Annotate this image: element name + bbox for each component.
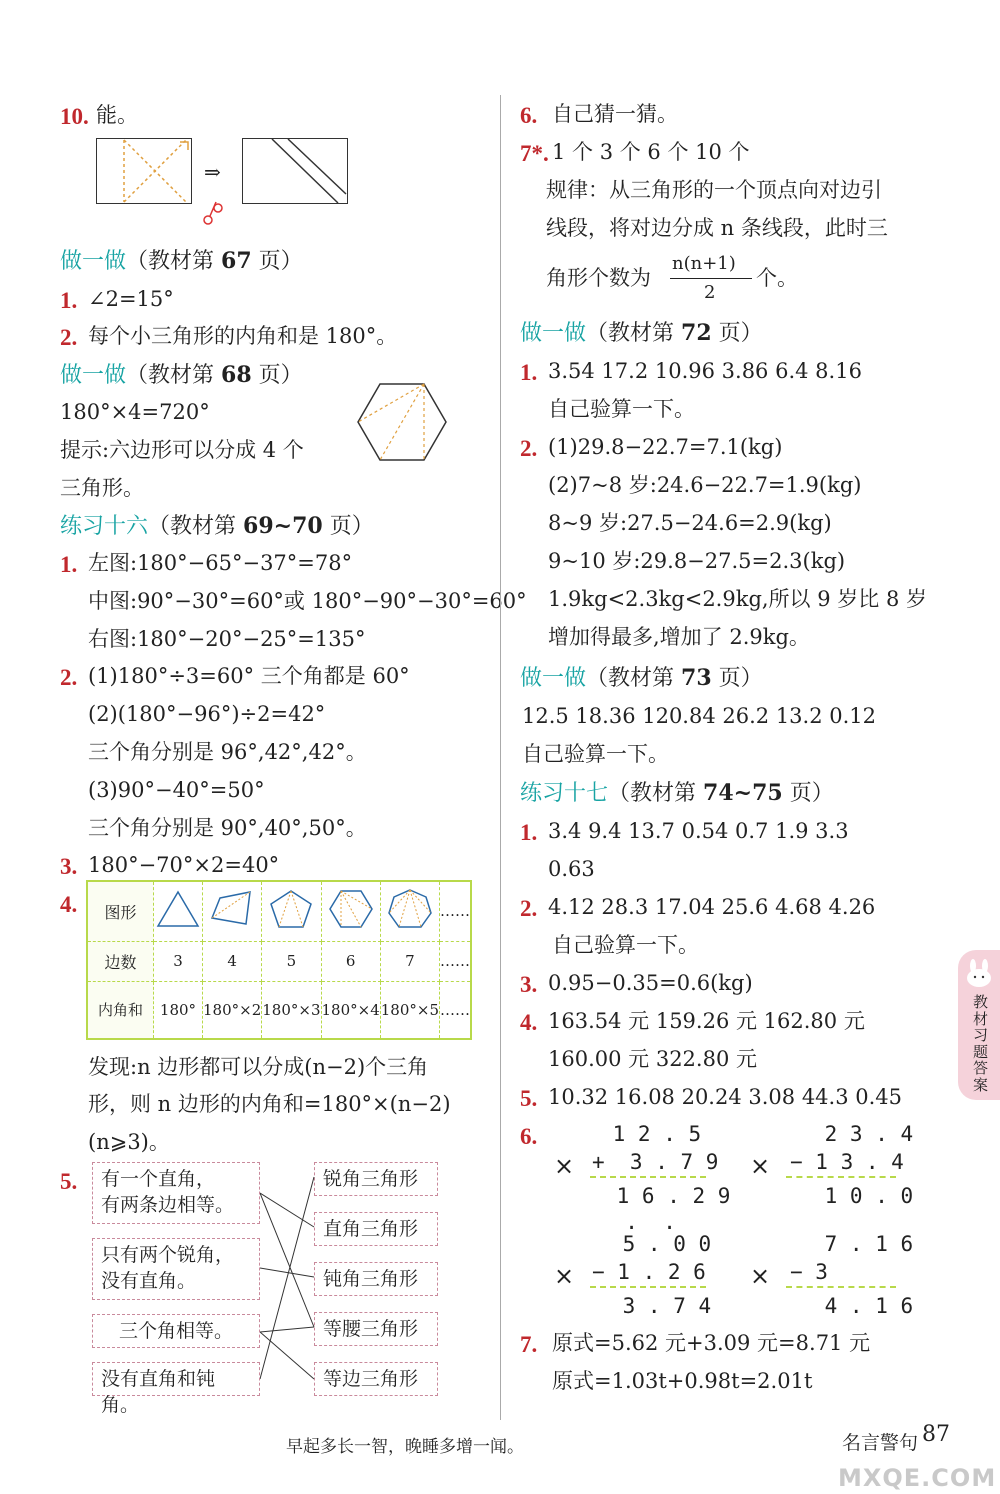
wrong-mark-icon: × — [750, 1262, 771, 1290]
calc-rule — [786, 1286, 896, 1288]
section-title: 做一做 — [520, 666, 587, 691]
matching-lines — [260, 1160, 316, 1400]
section-open: （教材第 — [586, 321, 675, 346]
answer-text: 中图:90°−30°=60°或 180°−90°−30°=60° — [88, 589, 527, 613]
condition-line: 只有两个锐角， — [101, 1244, 235, 1266]
table-cell: 180°×2 — [203, 981, 262, 1039]
table-row — [87, 941, 471, 981]
answer-text: 160.00 元 322.80 元 — [548, 1047, 757, 1071]
section-heading-72 — [520, 322, 763, 345]
section-close: 页） — [718, 321, 763, 346]
table-cell: 180°×3 — [262, 981, 321, 1039]
section-title: 做一做 — [520, 321, 587, 346]
item-number: 5. — [60, 1169, 78, 1194]
condition-line: 没有直角和钝角。 — [101, 1368, 216, 1416]
answer-text: 10.32 16.08 20.24 3.08 44.3 0.45 — [548, 1085, 903, 1109]
answer-text: 角形个数为 — [546, 266, 651, 290]
answer-text: ∠2=15° — [88, 287, 174, 311]
item-number: 2. — [60, 325, 78, 350]
table-cell: 180° — [154, 981, 203, 1039]
calc-line: 1 6 . 2 9 — [604, 1184, 731, 1208]
answer-text: 右图:180°−20°−25°=135° — [88, 627, 366, 651]
section-heading-69 — [60, 515, 374, 538]
calc-dots: . . — [600, 1210, 676, 1234]
answer-text: (3)90°−40°=50° — [88, 778, 265, 802]
calc-line: 4 . 1 6 — [812, 1294, 914, 1318]
condition-line: 三个角相等。 — [118, 1320, 233, 1342]
answer-text: 原式=5.62 元+3.09 元=8.71 元 — [552, 1331, 871, 1355]
section-heading-67 — [60, 250, 303, 273]
table-cell: 7 — [380, 941, 439, 981]
answer-text: 提示:六边形可以分成 4 个 — [60, 438, 304, 462]
condition-line: 有两条边相等。 — [101, 1193, 235, 1216]
footer-proverb: 早起多长一智，晚睡多增一闻。 — [286, 1437, 524, 1457]
section-title: 做一做 — [60, 363, 127, 388]
section-open: （教材第 — [586, 666, 675, 691]
item-number: 1. — [60, 552, 78, 577]
section-close: 页） — [258, 249, 303, 274]
calc-line: − 1 . 2 6 — [592, 1260, 706, 1284]
wrong-mark-icon: × — [750, 1152, 771, 1180]
calc-line: − 3 — [790, 1260, 828, 1284]
item-number: 7*. — [520, 141, 549, 166]
table-cell: …… — [440, 941, 472, 981]
answer-text: 12.5 18.36 120.84 26.2 13.2 0.12 — [522, 704, 877, 728]
answer-text: 形，则 n 边形的内角和=180°×(n−2) — [88, 1092, 451, 1116]
section-open: （教材第 — [608, 781, 697, 806]
table-cell: 3 — [154, 941, 203, 981]
item-number: 2. — [520, 896, 538, 921]
answer-text: 自己验算一下。 — [522, 742, 669, 766]
side-tab-label: 教材习题答案 — [973, 993, 989, 1094]
item-number: 2. — [60, 665, 78, 690]
table-cell: 5 — [262, 941, 321, 981]
answer-text: 1.9kg<2.3kg<2.9kg,所以 9 岁比 8 岁 — [548, 587, 927, 611]
condition-box — [92, 1362, 260, 1416]
footer-label: 名言警句 — [842, 1432, 919, 1454]
section-title: 做一做 — [60, 249, 127, 274]
calc-line: + 3 . 7 9 — [592, 1150, 719, 1174]
triangle-icon — [154, 888, 202, 930]
calc-rule — [590, 1176, 706, 1178]
answer-text: (n⩾3)。 — [88, 1130, 170, 1154]
calc-line: 1 2 . 5 — [600, 1122, 702, 1146]
column-divider — [500, 95, 501, 1420]
section-heading-74 — [520, 782, 834, 805]
wrong-mark-icon: × — [554, 1152, 575, 1180]
answer-text: (2)7~8 岁:24.6−22.7=1.9(kg) — [548, 473, 862, 497]
item-number: 6. — [520, 103, 538, 128]
section-close: 页） — [789, 781, 834, 806]
table-row — [87, 881, 471, 941]
section-close: 页） — [718, 666, 763, 691]
calc-rule — [590, 1286, 706, 1288]
calc-line: 5 . 0 0 — [610, 1232, 712, 1256]
answer-text: 0.95−0.35=0.6(kg) — [548, 971, 753, 995]
section-title: 练习十六 — [60, 514, 149, 539]
fold-lines-icon — [96, 138, 192, 204]
scissors-icon — [200, 198, 226, 228]
item-number: 1. — [520, 820, 538, 845]
item-number: 6. — [520, 1124, 538, 1149]
section-close: 页） — [329, 514, 374, 539]
answer-text: 4.12 28.3 17.04 25.6 4.68 4.26 — [548, 895, 876, 919]
answer-text: 163.54 元 159.26 元 162.80 元 — [548, 1009, 865, 1033]
answer-text: 8~9 岁:27.5−24.6=2.9(kg) — [548, 511, 832, 535]
answer-text: 规律：从三角形的一个顶点向对边引 — [546, 178, 882, 202]
item-number: 1. — [60, 288, 78, 313]
fraction-bar — [670, 278, 752, 279]
section-title: 练习十七 — [520, 781, 609, 806]
triangle-cell — [154, 881, 203, 941]
section-close: 页） — [258, 363, 303, 388]
answer-text: 原式=1.03t+0.98t=2.01t — [552, 1369, 813, 1393]
type-box: 钝角三角形 — [314, 1262, 438, 1296]
answer-text: 增加得最多,增加了 2.9kg。 — [548, 625, 810, 649]
row-head: 图形 — [87, 881, 154, 941]
section-heading-68 — [60, 364, 303, 387]
answer-text: 自己验算一下。 — [552, 933, 699, 957]
answer-text: 发现:n 边形都可以分成(n−2)个三角 — [88, 1055, 429, 1079]
bunny-icon — [964, 958, 994, 988]
table-cell: 180°×5 — [380, 981, 439, 1039]
section-page: 69~70 — [243, 513, 323, 539]
heptagon-icon — [386, 888, 434, 930]
type-box: 等边三角形 — [314, 1362, 438, 1396]
calc-line: 2 3 . 4 — [812, 1122, 914, 1146]
section-page: 73 — [681, 665, 712, 691]
pentagon-icon — [267, 888, 315, 930]
calc-rule — [786, 1176, 896, 1178]
quadrilateral-icon — [208, 888, 256, 930]
answer-text: 三个角分别是 96°,42°,42°。 — [88, 740, 367, 764]
page-number: 87 — [922, 1422, 950, 1447]
hexagon-small-icon — [327, 888, 375, 930]
table-cell: 180°×4 — [321, 981, 380, 1039]
answer-text: (1)29.8−22.7=7.1(kg) — [548, 435, 783, 459]
hexagon-icon — [356, 382, 448, 462]
condition-box — [92, 1162, 260, 1224]
table-row — [87, 981, 471, 1039]
row-head: 边数 — [87, 941, 154, 981]
section-heading-73 — [520, 667, 763, 690]
type-box: 锐角三角形 — [314, 1162, 438, 1196]
section-page: 74~75 — [703, 780, 783, 806]
answer-text: 3.54 17.2 10.96 3.86 6.4 8.16 — [548, 359, 862, 383]
row-head: 内角和 — [87, 981, 154, 1039]
item-number: 7. — [520, 1332, 538, 1357]
q10-answer: 能。 — [96, 103, 138, 127]
section-page: 67 — [221, 248, 252, 274]
more-cell: …… — [440, 881, 472, 941]
type-box: 等腰三角形 — [314, 1312, 438, 1346]
item-number: 3. — [60, 854, 78, 879]
watermark: MXQE.COM — [838, 1464, 997, 1492]
side-tab — [958, 950, 1000, 1100]
fraction-denominator: 2 — [704, 282, 716, 303]
calc-line: 7 . 1 6 — [812, 1232, 914, 1256]
answer-text: 180°−70°×2=40° — [88, 853, 280, 877]
answer-text: 3.4 9.4 13.7 0.54 0.7 1.9 3.3 — [548, 819, 849, 843]
section-open: （教材第 — [148, 514, 237, 539]
answer-text: 自己猜一猜。 — [552, 102, 678, 126]
item-number: 3. — [520, 972, 538, 997]
answer-text: 左图:180°−65°−37°=78° — [88, 551, 353, 575]
table-cell: 4 — [203, 941, 262, 981]
answer-text: (2)(180°−96°)÷2=42° — [88, 702, 326, 726]
pentagon-cell — [262, 881, 321, 941]
answer-text: (1)180°÷3=60° 三个角都是 60° — [88, 664, 410, 688]
q10-number: 10. — [60, 104, 89, 129]
heptagon-cell — [380, 881, 439, 941]
cut-lines-icon — [242, 138, 348, 204]
answer-text: 个。 — [756, 266, 798, 290]
hexagon-cell — [321, 881, 380, 941]
answer-text: 自己验算一下。 — [548, 397, 695, 421]
answer-text: 三个角分别是 90°,40°,50°。 — [88, 816, 367, 840]
item-number: 2. — [520, 436, 538, 461]
calc-line: 3 . 7 4 — [610, 1294, 712, 1318]
item-number: 4. — [520, 1010, 538, 1035]
quadrilateral-cell — [203, 881, 262, 941]
item-number: 5. — [520, 1086, 538, 1111]
answer-text: 1 个 3 个 6 个 10 个 — [552, 140, 750, 164]
table-cell: …… — [440, 981, 472, 1039]
answer-text: 三角形。 — [60, 476, 144, 500]
answer-text: 线段，将对边分成 n 条线段，此时三 — [546, 216, 888, 240]
wrong-mark-icon: × — [554, 1262, 575, 1290]
type-box: 直角三角形 — [314, 1212, 438, 1246]
section-open: （教材第 — [126, 363, 215, 388]
table-cell: 6 — [321, 941, 380, 981]
fraction-numerator: n(n+1) — [672, 253, 736, 274]
answer-text: 9~10 岁:29.8−27.5=2.3(kg) — [548, 549, 846, 573]
section-page: 68 — [221, 362, 252, 388]
arrow-icon: ⇒ — [204, 160, 221, 184]
condition-box — [92, 1314, 260, 1348]
condition-line: 有一个直角， — [101, 1168, 216, 1190]
polygon-table — [86, 880, 472, 1040]
item-number: 1. — [520, 360, 538, 385]
item-number: 4. — [60, 892, 78, 917]
answer-text: 0.63 — [548, 857, 595, 881]
condition-line: 没有直角。 — [101, 1269, 197, 1292]
answer-text: 180°×4=720° — [60, 400, 210, 424]
answer-text: 每个小三角形的内角和是 180°。 — [88, 324, 398, 348]
calc-line: 1 0 . 0 — [812, 1184, 914, 1208]
calc-line: − 1 3 . 4 — [790, 1150, 904, 1174]
section-open: （教材第 — [126, 249, 215, 274]
section-page: 72 — [681, 320, 712, 346]
condition-box — [92, 1238, 260, 1300]
